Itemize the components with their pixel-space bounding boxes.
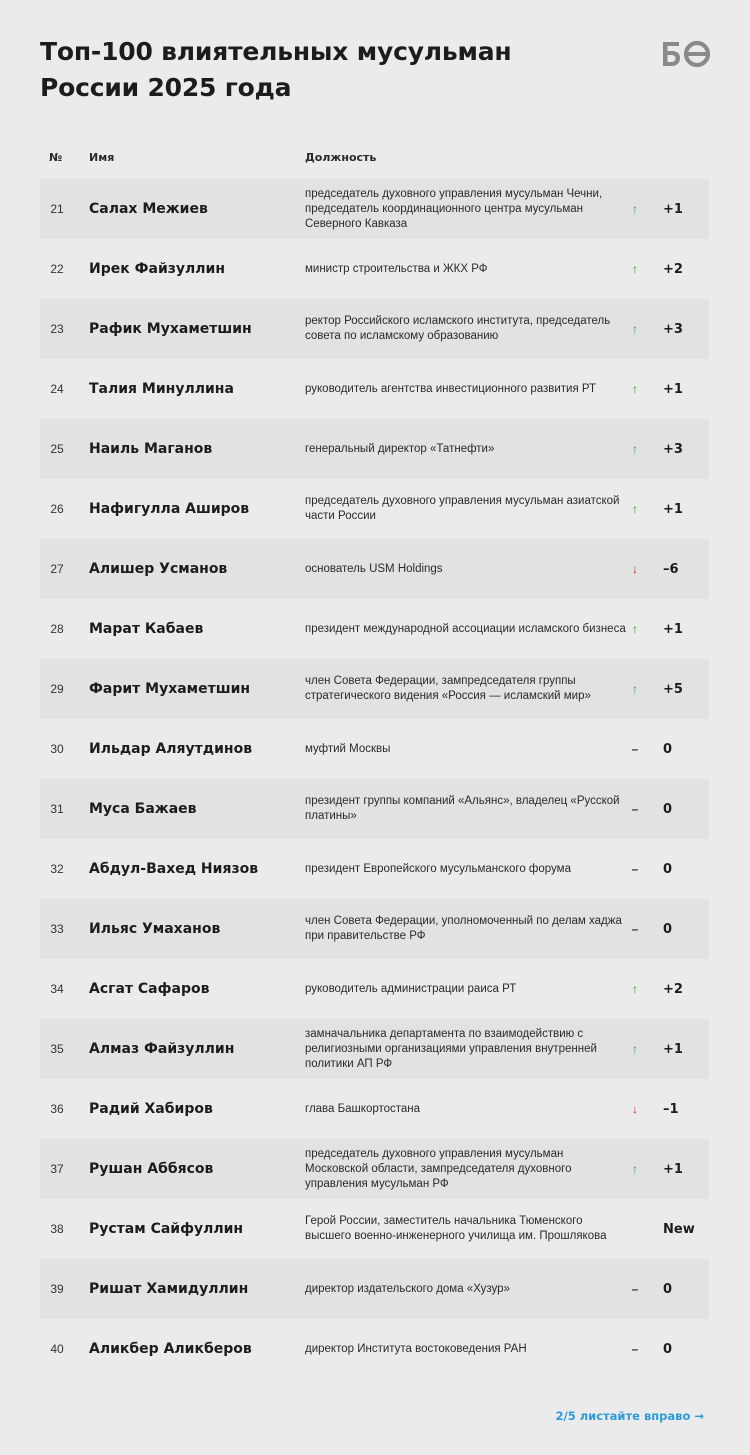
title-line-2: России 2025 года (40, 73, 292, 102)
person-position: ректор Российского исламского института, председатель совета по исламскому образованию (305, 315, 611, 342)
rank-number: 30 (50, 742, 64, 756)
person-position: основатель USM Holdings (305, 562, 443, 575)
rank-change: +1 (663, 621, 683, 637)
rank-change: New (663, 1221, 695, 1237)
column-header-position: Должность (305, 151, 377, 164)
rank-number: 25 (50, 442, 64, 456)
person-name: Асгат Сафаров (89, 981, 210, 997)
page-title (40, 34, 600, 106)
person-name: Нафигулла Аширов (89, 501, 250, 517)
table-row (40, 419, 709, 479)
person-name: Ильяс Умаханов (89, 921, 221, 937)
person-position: министр строительства и ЖКХ РФ (305, 262, 488, 275)
person-name: Абдул-Вахед Ниязов (89, 861, 259, 877)
rank-change: 0 (663, 1281, 673, 1297)
table-row (40, 1319, 709, 1379)
person-position: глава Башкортостана (305, 1102, 421, 1115)
column-header-name: Имя (89, 151, 115, 164)
table-row (40, 479, 709, 539)
rank-number: 24 (50, 382, 64, 396)
rank-number: 21 (50, 202, 64, 216)
swipe-hint-link[interactable]: 2/5 листайте вправо → (555, 1409, 704, 1423)
person-name: Наиль Маганов (89, 441, 213, 457)
person-position: председатель духовного управления мусульман Чечни, председатель координационного центра мусульман Северного Кавказа (305, 187, 603, 230)
person-position: член Совета Федерации, зампредседателя группы стратегического видения «Россия — исламский мир» (305, 675, 591, 702)
person-name: Ильдар Аляутдинов (89, 741, 253, 757)
rank-change: +1 (663, 1161, 683, 1177)
rank-change: 0 (663, 801, 673, 817)
rank-change: +1 (663, 201, 683, 217)
rank-change: 0 (663, 861, 673, 877)
rank-number: 23 (50, 322, 64, 336)
rank-number: 32 (50, 862, 64, 876)
dash-icon (626, 1199, 644, 1259)
dash-icon: – (631, 922, 639, 936)
rank-change: +3 (663, 321, 683, 337)
rank-change: +1 (663, 381, 683, 397)
person-position: член Совета Федерации, уполномоченный по делам хаджа при правительстве РФ (305, 915, 622, 942)
dash-icon: – (631, 1282, 639, 1296)
person-position: директор издательского дома «Хузур» (305, 1282, 510, 1295)
arrow-up-icon: ↑ (632, 622, 638, 636)
table-row (40, 539, 709, 599)
ranking-table (40, 179, 709, 1379)
rank-change: –6 (663, 561, 679, 577)
rank-number: 28 (50, 622, 64, 636)
table-row (40, 1139, 709, 1199)
table-row (40, 719, 709, 779)
person-position: замначальника департамента по взаимодействию с религиозными организациями управления внутренней политики АП РФ (305, 1027, 597, 1070)
dash-icon: – (631, 1342, 639, 1356)
person-position: генеральный директор «Татнефти» (305, 442, 495, 455)
person-position: директор Института востоковедения РАН (305, 1342, 527, 1355)
table-row (40, 359, 709, 419)
table-row (40, 299, 709, 359)
arrow-up-icon: ↑ (632, 202, 638, 216)
rank-change: +3 (663, 441, 683, 457)
arrow-up-icon: ↑ (632, 382, 638, 396)
column-header-number: № (49, 151, 63, 164)
rank-number: 33 (50, 922, 64, 936)
person-name: Муса Бажаев (89, 801, 197, 817)
rank-change: +5 (663, 681, 683, 697)
dash-icon: – (631, 862, 639, 876)
table-row (40, 239, 709, 299)
rank-number: 29 (50, 682, 64, 696)
table-row (40, 1259, 709, 1319)
table-row (40, 779, 709, 839)
table-row (40, 1199, 709, 1259)
table-row (40, 1079, 709, 1139)
person-name: Салах Межиев (89, 201, 208, 217)
arrow-up-icon: ↑ (632, 1042, 638, 1056)
person-name: Алмаз Файзуллин (89, 1041, 235, 1057)
person-name: Фарит Мухаметшин (89, 681, 251, 697)
person-name: Радий Хабиров (89, 1101, 213, 1117)
rank-number: 40 (50, 1342, 64, 1356)
rank-number: 39 (50, 1282, 64, 1296)
arrow-up-icon: ↑ (632, 322, 638, 336)
rank-number: 37 (50, 1162, 64, 1176)
person-name: Ришат Хамидуллин (89, 1281, 249, 1297)
person-name: Марат Кабаев (89, 621, 204, 637)
person-position: муфтий Москвы (305, 742, 391, 755)
rank-change: 0 (663, 921, 673, 937)
arrow-down-icon: ↓ (632, 1102, 638, 1116)
rank-change: +2 (663, 981, 683, 997)
rank-number: 35 (50, 1042, 64, 1056)
bo-logo-icon (660, 38, 712, 70)
person-name: Рафик Мухаметшин (89, 321, 252, 337)
person-position: председатель духовного управления мусульман азиатской части России (305, 495, 620, 522)
rank-change: 0 (663, 741, 673, 757)
arrow-up-icon: ↑ (632, 262, 638, 276)
dash-icon: – (631, 802, 639, 816)
rank-change: 0 (663, 1341, 673, 1357)
person-position: президент группы компаний «Альянс», владелец «Русской платины» (305, 795, 620, 822)
rank-change: +1 (663, 1041, 683, 1057)
person-position: руководитель агентства инвестиционного развития РТ (305, 382, 597, 395)
person-position: Герой России, заместитель начальника Тюменского высшего военно-инженерного училища им. Прошлякова (305, 1215, 607, 1242)
person-name: Рушан Аббясов (89, 1161, 214, 1177)
person-position: президент международной ассоциации исламского бизнеса (305, 622, 626, 635)
person-name: Алишер Усманов (89, 561, 228, 577)
arrow-up-icon: ↑ (632, 682, 638, 696)
table-header (40, 151, 709, 169)
person-name: Талия Минуллина (89, 381, 234, 397)
table-row (40, 1019, 709, 1079)
table-row (40, 599, 709, 659)
person-name: Аликбер Аликберов (89, 1341, 252, 1357)
rank-change: +2 (663, 261, 683, 277)
person-name: Рустам Сайфуллин (89, 1221, 244, 1237)
arrow-up-icon: ↑ (632, 982, 638, 996)
rank-change: +1 (663, 501, 683, 517)
table-row (40, 959, 709, 1019)
dash-icon: – (631, 742, 639, 756)
arrow-up-icon: ↑ (632, 502, 638, 516)
arrow-up-icon: ↑ (632, 1162, 638, 1176)
person-position: руководитель администрации раиса РТ (305, 982, 517, 995)
arrow-up-icon: ↑ (632, 442, 638, 456)
rank-number: 36 (50, 1102, 64, 1116)
rank-number: 31 (50, 802, 64, 816)
rank-change: –1 (663, 1101, 679, 1117)
rank-number: 22 (50, 262, 64, 276)
table-row (40, 839, 709, 899)
rank-number: 38 (50, 1222, 64, 1236)
rank-number: 27 (50, 562, 64, 576)
rank-number: 34 (50, 982, 64, 996)
table-row (40, 659, 709, 719)
rank-number: 26 (50, 502, 64, 516)
table-row (40, 179, 709, 239)
table-row (40, 899, 709, 959)
person-position: председатель духовного управления мусульман Московской области, зампредседателя духовного управления мусульман РФ (305, 1147, 572, 1190)
arrow-down-icon: ↓ (632, 562, 638, 576)
person-name: Ирек Файзуллин (89, 261, 226, 277)
title-line-1: Топ-100 влиятельных мусульман (40, 37, 512, 66)
person-position: президент Европейского мусульманского форума (305, 862, 571, 875)
